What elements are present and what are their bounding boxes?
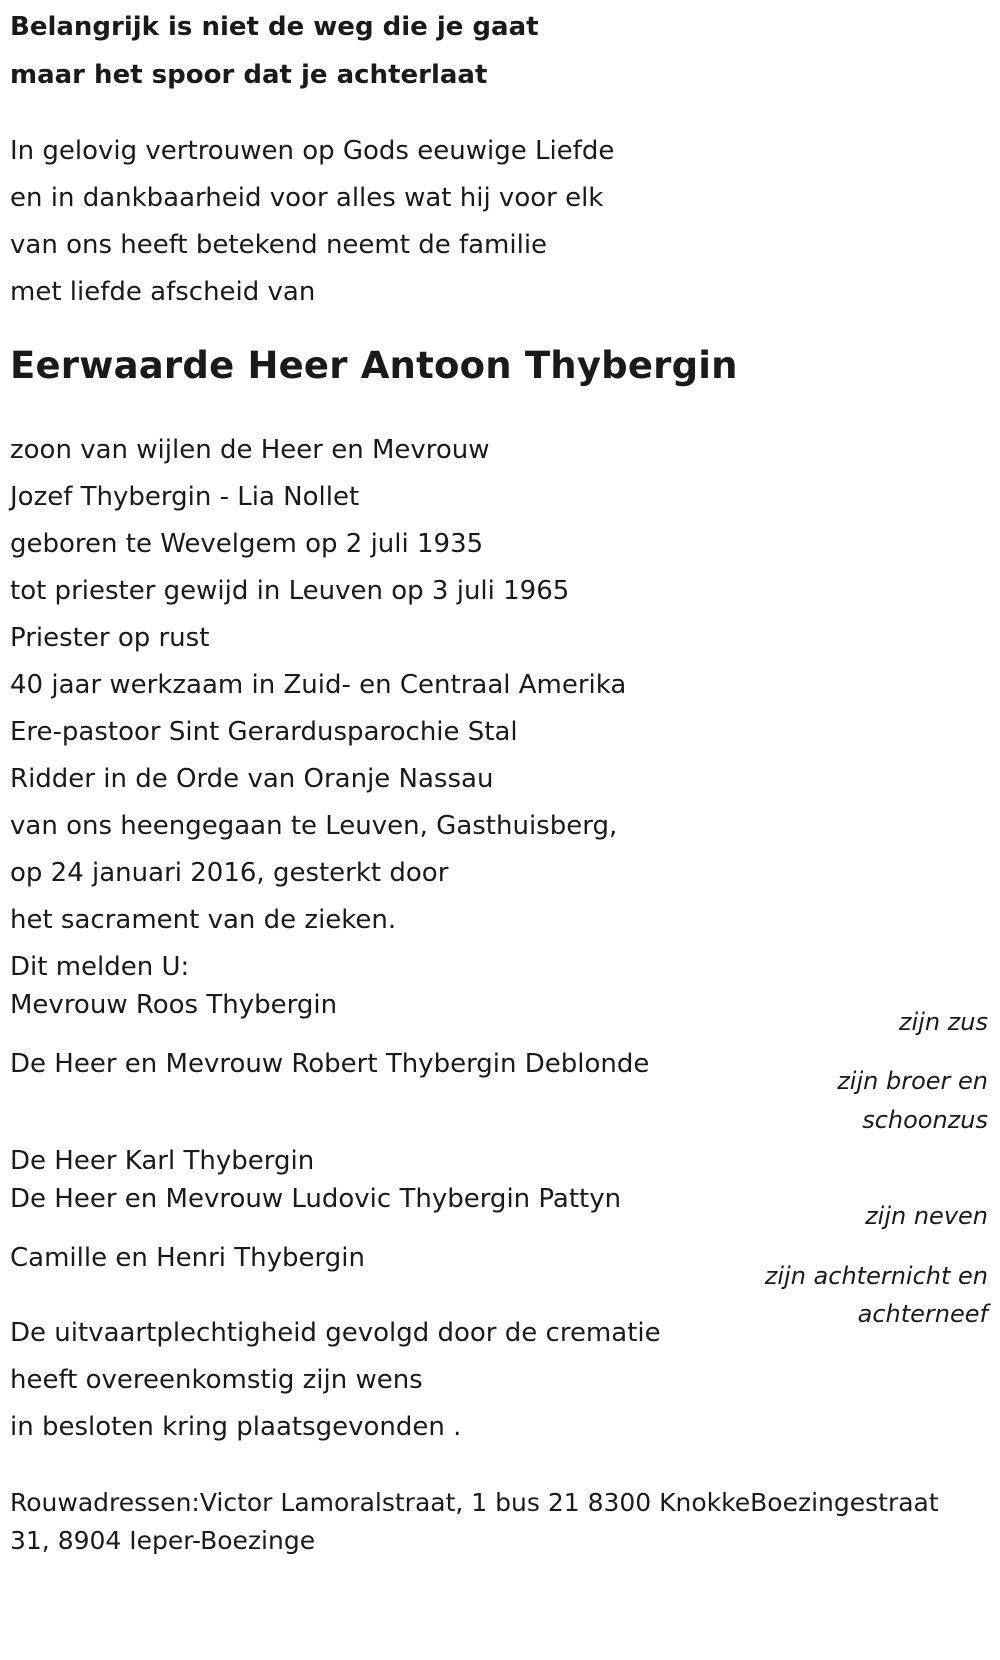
family-relation: zijn zus: [898, 1008, 988, 1036]
family-relation: zijn neven: [865, 1202, 988, 1230]
biography-line: op 24 januari 2016, gesterkt door: [10, 858, 449, 888]
biography-line: van ons heengegaan te Leuven, Gasthuisberg,: [10, 811, 618, 841]
ceremony-line: in besloten kring plaatsgevonden .: [10, 1412, 462, 1442]
biography-line: geboren te Wevelgem op 2 juli 1935: [10, 529, 484, 559]
motto-line-1: Belangrijk is niet de weg die je gaat: [10, 12, 539, 42]
family-member-name: De Heer en Mevrouw Robert Thybergin Deblonde: [10, 1049, 650, 1079]
biography-line: 40 jaar werkzaam in Zuid- en Centraal Amerika: [10, 670, 627, 700]
family-member-name: De Heer Karl Thybergin: [10, 1146, 315, 1176]
intro-line: van ons heeft betekend neemt de familie: [10, 230, 548, 260]
ceremony-line: heeft overeenkomstig zijn wens: [10, 1365, 423, 1395]
family-relation: achterneef: [857, 1300, 988, 1328]
family-relation: zijn broer en: [837, 1067, 988, 1095]
biography-line: het sacrament van de zieken.: [10, 905, 397, 935]
family-relation: zijn achternicht en: [764, 1262, 988, 1290]
biography-line: zoon van wijlen de Heer en Mevrouw: [10, 435, 490, 465]
intro-line: In gelovig vertrouwen op Gods eeuwige Liefde: [10, 136, 615, 166]
addresses-line: Rouwadressen:Victor Lamoralstraat, 1 bus 21 8300 KnokkeBoezingestraat: [10, 1488, 939, 1517]
biography-line: tot priester gewijd in Leuven op 3 juli 1965: [10, 576, 570, 606]
biography-line: Priester op rust: [10, 623, 210, 653]
family-member-name: Camille en Henri Thybergin: [10, 1243, 365, 1273]
motto-line-2: maar het spoor dat je achterlaat: [10, 60, 488, 90]
biography-line: Jozef Thybergin - Lia Nollet: [10, 482, 360, 512]
biography-line: Ere-pastoor Sint Gerardusparochie Stal: [10, 717, 518, 747]
addresses-line: 31, 8904 Ieper-Boezinge: [10, 1526, 316, 1555]
intro-line: en in dankbaarheid voor alles wat hij voor elk: [10, 183, 604, 213]
family-member-name: Mevrouw Roos Thybergin: [10, 990, 338, 1020]
family-member-name: De Heer en Mevrouw Ludovic Thybergin Pattyn: [10, 1184, 622, 1214]
deceased-name: Eerwaarde Heer Antoon Thybergin: [10, 344, 738, 387]
biography-line: Ridder in de Orde van Oranje Nassau: [10, 764, 494, 794]
family-relation: schoonzus: [862, 1106, 988, 1134]
ceremony-line: De uitvaartplechtigheid gevolgd door de crematie: [10, 1318, 661, 1348]
announce-label: Dit melden U:: [10, 952, 190, 982]
intro-line: met liefde afscheid van: [10, 277, 316, 307]
